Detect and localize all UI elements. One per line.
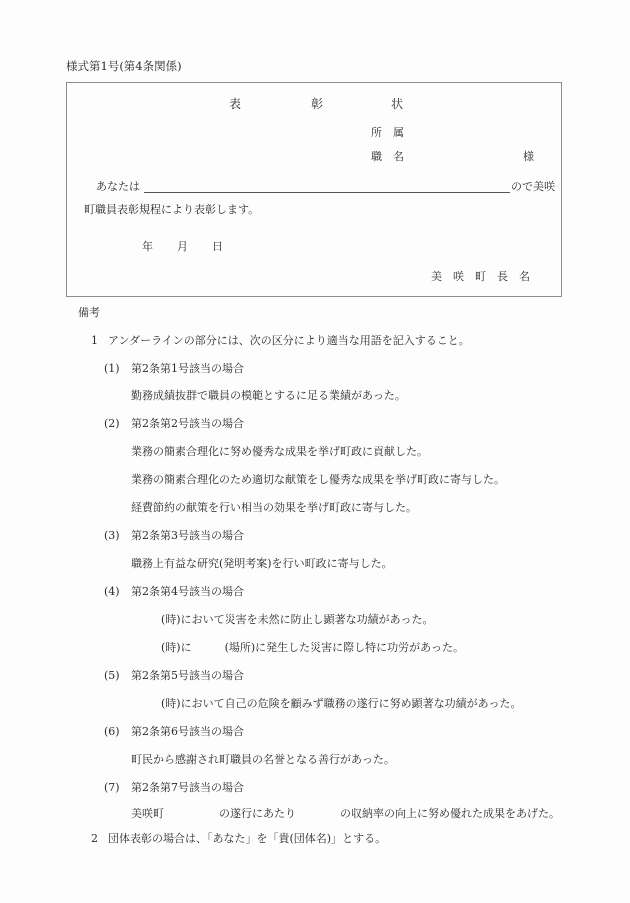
certificate-title-char-2: 彰 [311,97,324,111]
certificate-title-char-3: 状 [391,97,404,111]
notes-heading: 備考 [78,306,100,319]
subitem-6-number: (6) [104,725,120,738]
subitem-1-number: (1) [104,362,120,375]
subitem-4-line-1: (時)において災害を未然に防止し顕著な功績があった。 [161,613,434,626]
subitem-2-line-3: 経費節約の献策を行い相当の効果を挙げ町政に寄与した。 [131,501,417,514]
subitem-6-line-1: 町民から感謝され町職員の名誉となる善行があった。 [131,753,395,766]
date-month: 月 [177,240,188,253]
subitem-2-line-2: 業務の簡素合理化のため適切な献策をし優秀な成果を挙げ町政に寄与した。 [131,473,505,486]
subitem-3-number: (3) [104,529,120,542]
subitem-1-heading: 第2条第1号該当の場合 [131,362,244,375]
certificate-frame [66,82,562,297]
subitem-7-line-1: 美咲町 の遂行にあたり の収納率の向上に努め優れた成果をあげた。 [131,807,560,820]
subitem-3-line-1: 職務上有益な研究(発明考案)を行い町政に寄与した。 [131,557,393,570]
body-line-2: 町職員表彰規程により表彰します。 [84,203,260,216]
note-2-number: 2 [91,832,98,845]
date-year: 年 [142,240,153,253]
certificate-title-char-1: 表 [229,97,242,111]
achievement-blank-line [144,192,510,193]
body-prefix: あなたは [96,180,140,193]
subitem-2-number: (2) [104,417,120,430]
note-2-text: 団体表彰の場合は、「あなた」を「貴(団体名)」とする。 [108,832,387,845]
note-1-number: 1 [91,334,98,347]
subitem-5-line-1: (時)において自己の危険を顧みず職務の遂行に努め顕著な功績があった。 [161,697,522,710]
subitem-7-heading: 第2条第7号該当の場合 [131,781,244,794]
signatory: 美 咲 町 長 名 [431,270,530,283]
subitem-4-number: (4) [104,585,120,598]
subitem-4-line-2: (時)に (場所)に発生した災害に際し特に功労があった。 [161,641,465,654]
subitem-3-heading: 第2条第3号該当の場合 [131,529,244,542]
note-1-text: アンダーラインの部分には、次の区分により適当な用語を記入すること。 [108,334,470,347]
position-label: 職 名 [371,150,404,163]
subitem-1-line-1: 勤務成績抜群で職員の模範とするに足る業績があった。 [131,389,406,402]
subitem-2-heading: 第2条第2号該当の場合 [131,417,244,430]
subitem-2-line-1: 業務の簡素合理化に努め優秀な成果を挙げ町政に貢献した。 [131,445,428,458]
affiliation-label: 所 属 [371,126,404,139]
subitem-5-heading: 第2条第5号該当の場合 [131,669,244,682]
body-suffix: ので美咲 [511,180,555,193]
subitem-7-number: (7) [104,781,120,794]
subitem-4-heading: 第2条第4号該当の場合 [131,585,244,598]
subitem-6-heading: 第2条第6号該当の場合 [131,725,244,738]
form-label: 様式第1号(第4条関係) [66,59,182,73]
honorific: 様 [523,150,534,163]
date-day: 日 [212,240,223,253]
subitem-5-number: (5) [104,669,120,682]
